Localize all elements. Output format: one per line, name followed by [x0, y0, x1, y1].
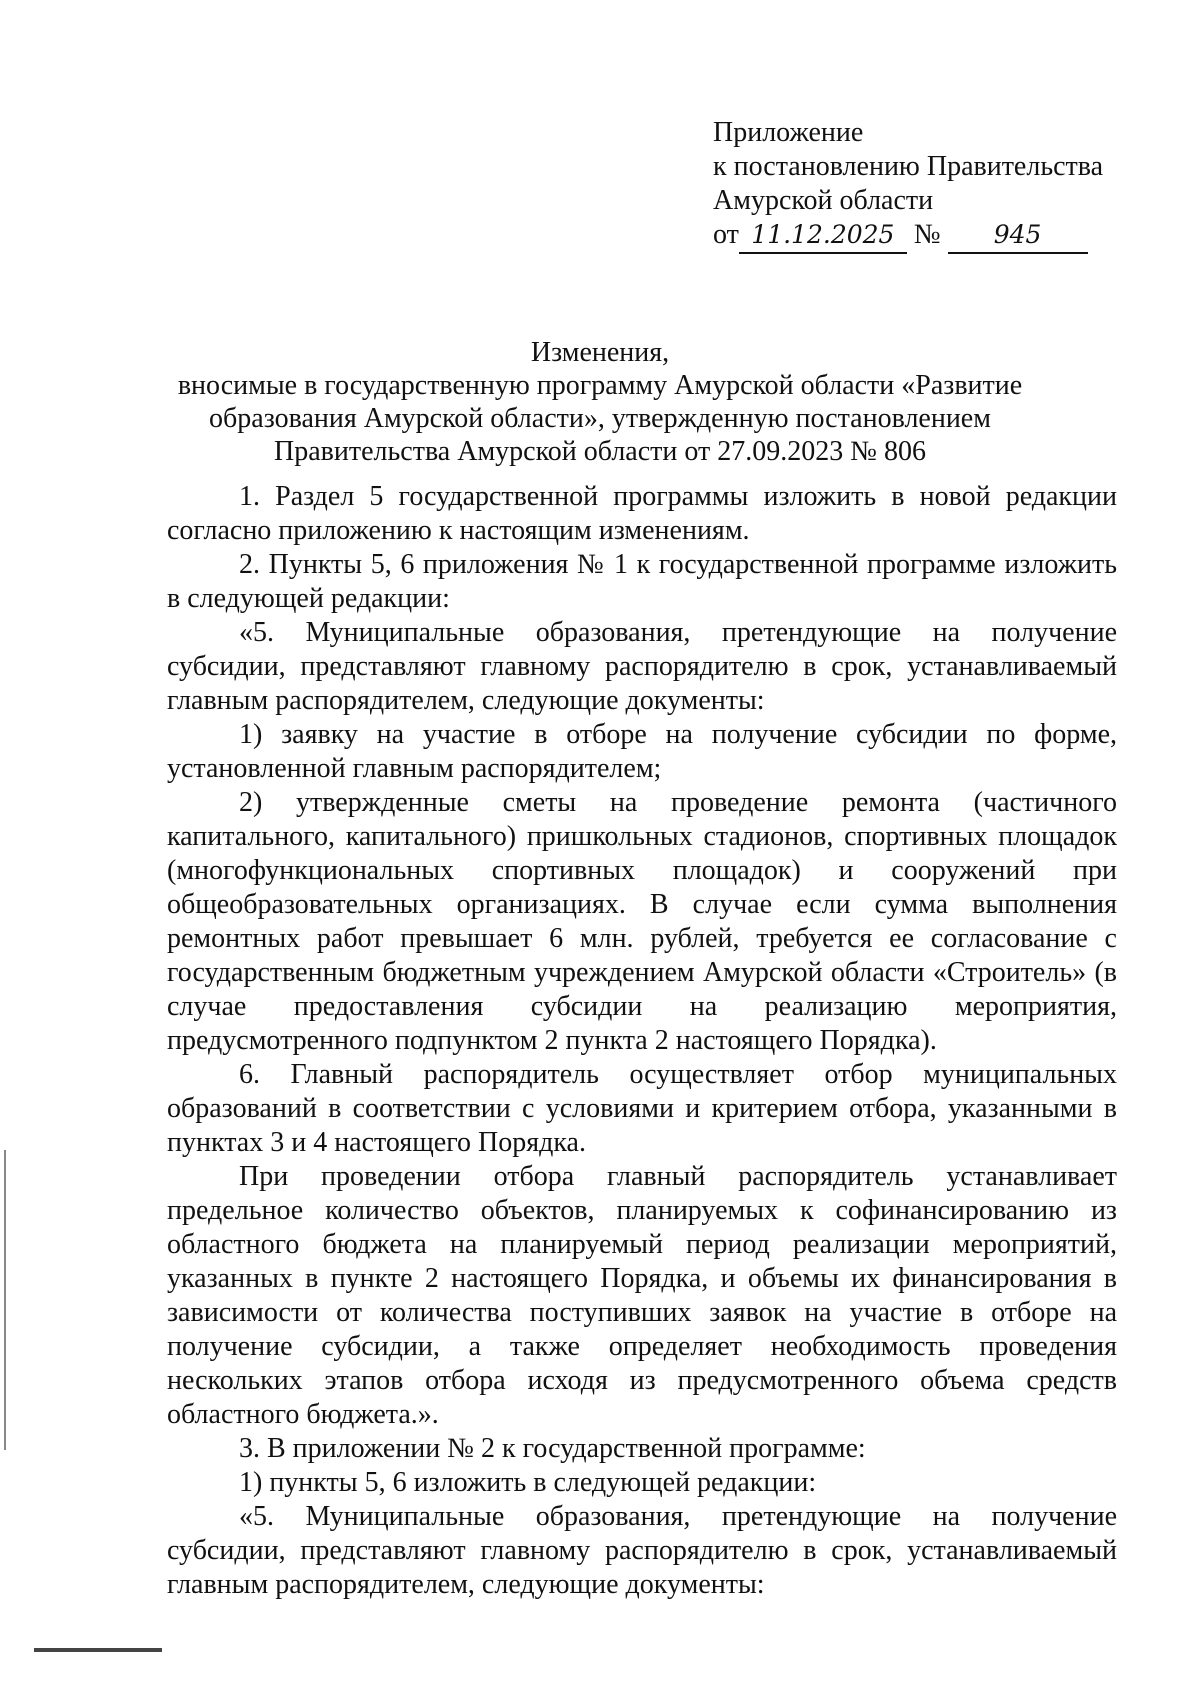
header-date-number-line	[713, 218, 1103, 254]
title-line-3: образования Амурской области», утвержденную постановлением	[209, 403, 991, 434]
title-line-1: Изменения,	[530, 337, 670, 368]
header-region-label: Амурской области	[713, 185, 934, 216]
title-line-4: Правительства Амурской области от 27.09.2023 № 806	[274, 436, 926, 467]
paragraph: 2) утвержденные сметы на проведение ремонта (частичного капитального, капитального) пришкольных стадионов, спортивных площадок (многофункциональных спортивных площадок) и сооружений при общеобразовательных организациях. В случае если сумма выполнения ремонтных работ превышает 6 млн. рублей, требуется ее согласование с государственным бюджетным учреждением Амурской области «Строитель» (в случае предоставления субсидии на реализацию мероприятия, предусмотренного подпунктом 2 пункта 2 настоящего Порядка).	[167, 787, 1117, 1056]
paragraph: 6. Главный распорядитель осуществляет отбор муниципальных образований в соответствии с условиями и критерием отбора, указанными в пунктах 3 и 4 настоящего Порядка.	[167, 1059, 1117, 1158]
paragraph: 1) заявку на участие в отборе на получение субсидии по форме, установленной главным распорядителем;	[167, 719, 1117, 784]
paragraph: При проведении отбора главный распорядитель устанавливает предельное количество объектов, планируемых к софинансированию из областного бюджета на планируемый период реализации мероприятий, указанных в пункте 2 настоящего Порядка, и объемы их финансирования в зависимости от количества поступивших заявок на участие в отборе на получение субсидии, а также определяет необходимость проведения нескольких этапов отбора исходя из предусмотренного объема средств областного бюджета.».	[167, 1161, 1117, 1430]
number-prefix: №	[913, 219, 941, 250]
paragraph: «5. Муниципальные образования, претендующие на получение субсидии, представляют главному распорядителю в срок, устанавливаемый главным распорядителем, следующие документы:	[167, 617, 1117, 716]
paragraph: 1) пункты 5, 6 изложить в следующей редакции:	[239, 1467, 817, 1498]
handwritten-date: 11.12.2025	[739, 218, 907, 254]
handwritten-number: 945	[948, 218, 1088, 254]
approval-header	[713, 116, 1103, 254]
paragraph: 3. В приложении № 2 к государственной программе:	[239, 1433, 866, 1464]
paragraph: 1. Раздел 5 государственной программы изложить в новой редакции согласно приложению к настоящим изменениям.	[167, 481, 1117, 546]
document-body	[167, 480, 1117, 1602]
date-prefix: от	[713, 219, 739, 250]
scan-bottom-mark	[34, 1648, 162, 1652]
document-title	[0, 336, 1200, 468]
title-line-2: вносимые в государственную программу Амурской области «Развитие	[177, 370, 1023, 401]
header-resolution-label: к постановлению Правительства	[713, 151, 1104, 182]
paragraph: «5. Муниципальные образования, претендующие на получение субсидии, представляют главному распорядителю в срок, устанавливаемый главным распорядителем, следующие документы:	[167, 1501, 1117, 1600]
scan-edge-mark	[4, 1150, 6, 1450]
header-appendix-label: Приложение	[713, 117, 864, 148]
paragraph: 2. Пункты 5, 6 приложения № 1 к государственной программе изложить в следующей редакции:	[167, 549, 1117, 614]
